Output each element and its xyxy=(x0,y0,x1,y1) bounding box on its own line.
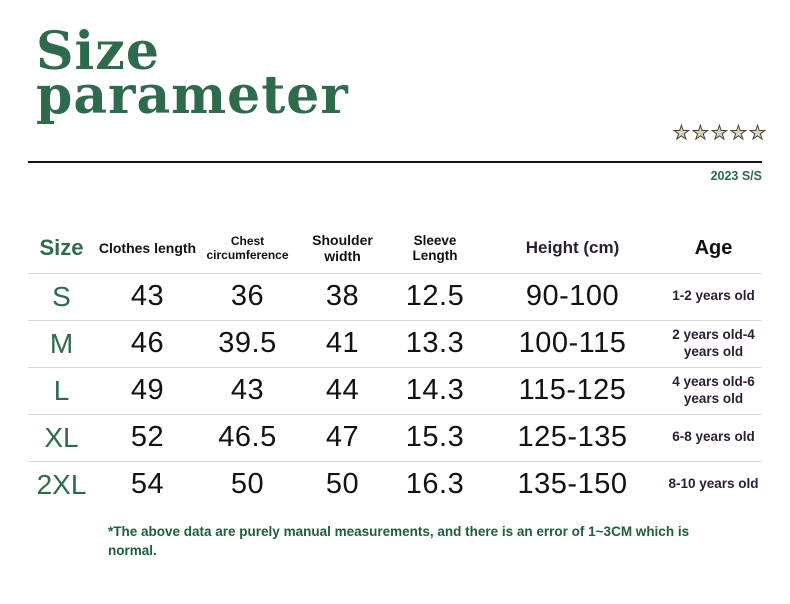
column-header-height: Height (cm) xyxy=(525,238,620,258)
measurement-disclaimer: *The above data are purely manual measurements, and there is an error of 1~3CM which is normal. xyxy=(108,524,690,558)
column-header-chest-circumference: Chest circumference xyxy=(206,233,289,263)
clothes-length-cell: 52 xyxy=(130,421,165,453)
shoulder-cell: 38 xyxy=(325,280,360,312)
clothes-length-cell: 49 xyxy=(130,374,165,406)
height-cell: 100-115 xyxy=(518,327,627,359)
clothes-length-cell: 46 xyxy=(130,327,165,359)
table-row-xl xyxy=(28,414,762,461)
sleeve-cell: 12.5 xyxy=(405,280,465,312)
sleeve-cell: 16.3 xyxy=(405,468,465,501)
sleeve-cell: 13.3 xyxy=(405,327,465,359)
page-title-line2: parameter xyxy=(36,65,349,126)
page-title-line1: Size xyxy=(36,21,160,82)
shoulder-cell: 44 xyxy=(325,374,360,406)
chest-cell: 46.5 xyxy=(218,421,277,453)
column-header-clothes-length: Clothes length xyxy=(98,240,197,257)
size-cell: S xyxy=(52,280,71,312)
size-chart-table xyxy=(28,224,762,508)
column-header-size: Size xyxy=(39,235,84,261)
season-label: 2023 S/S xyxy=(710,169,762,183)
height-cell: 135-150 xyxy=(517,468,628,501)
table-row-l xyxy=(28,367,762,414)
age-cell: 8-10 years old xyxy=(668,476,759,492)
clothes-length-cell: 43 xyxy=(130,280,165,312)
page-title xyxy=(36,21,349,126)
age-cell: 1-2 years old xyxy=(672,288,755,304)
size-cell: L xyxy=(53,374,70,406)
height-cell: 90-100 xyxy=(525,280,620,312)
table-row-2xl xyxy=(28,461,762,508)
shoulder-cell: 47 xyxy=(325,421,360,453)
height-cell: 115-125 xyxy=(518,374,627,406)
chest-cell: 39.5 xyxy=(218,327,277,359)
height-cell: 125-135 xyxy=(517,421,628,453)
age-cell: 6-8 years old xyxy=(672,429,755,445)
shoulder-cell: 41 xyxy=(325,327,360,359)
sleeve-cell: 15.3 xyxy=(405,421,465,453)
clothes-length-cell: 54 xyxy=(130,468,165,501)
chest-cell: 50 xyxy=(230,468,265,501)
table-row-s xyxy=(28,273,762,320)
sleeve-cell: 14.3 xyxy=(405,374,465,406)
chest-cell: 43 xyxy=(230,374,265,406)
size-cell: 2XL xyxy=(36,468,87,500)
chest-cell: 36 xyxy=(230,280,265,312)
column-header-sleeve-length: Sleeve Length xyxy=(412,232,458,264)
table-header-row xyxy=(28,224,762,273)
age-cell: 2 years old-4 years old xyxy=(672,326,755,359)
star-rating-icons: ★★★★★ xyxy=(672,123,768,144)
column-header-shoulder-width: Shoulder width xyxy=(312,232,373,265)
column-header-age: Age xyxy=(694,236,733,259)
shoulder-cell: 50 xyxy=(325,468,360,501)
age-cell: 4 years old-6 years old xyxy=(672,373,755,406)
table-row-m xyxy=(28,320,762,367)
size-cell: XL xyxy=(44,421,79,453)
header-divider-line xyxy=(28,161,762,163)
size-cell: M xyxy=(49,327,74,359)
